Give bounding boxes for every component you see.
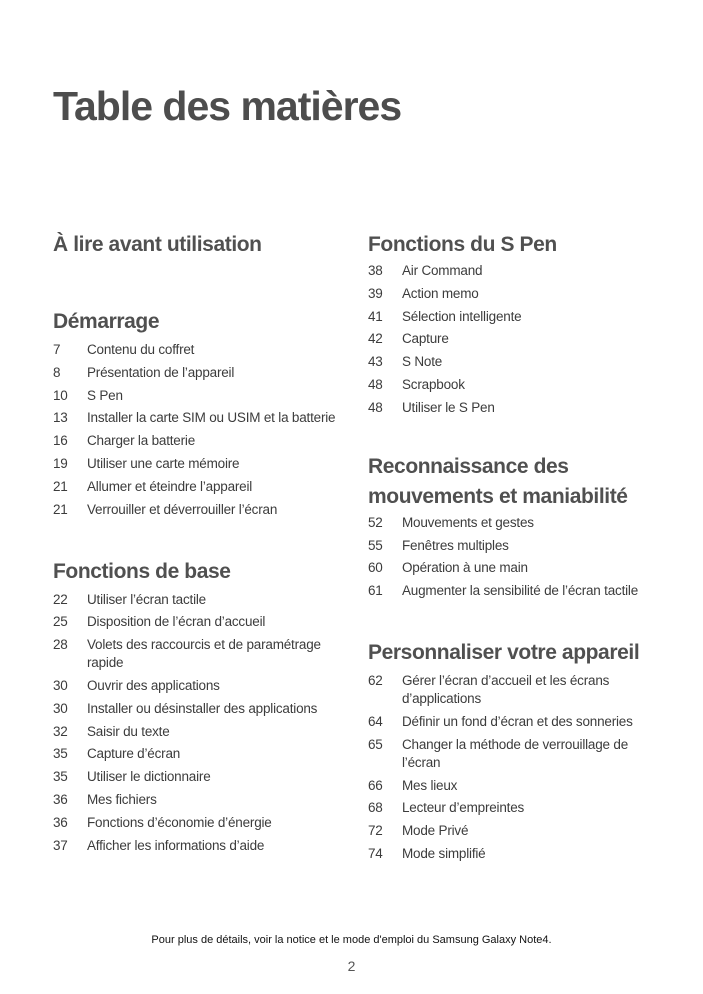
- toc-entry[interactable]: [368, 736, 668, 772]
- toc-page-number: 13: [53, 410, 68, 426]
- toc-list: [53, 341, 353, 519]
- toc-page-number: 48: [368, 399, 383, 415]
- toc-entry[interactable]: [53, 364, 353, 382]
- toc-page-number: 10: [53, 387, 68, 403]
- toc-entry-label: Gérer l’écran d’accueil et les écrans d’applications: [402, 673, 610, 707]
- toc-entry-label: Air Command: [402, 263, 483, 278]
- toc-entry-label: Utiliser le S Pen: [402, 399, 495, 415]
- toc-entry[interactable]: [53, 677, 353, 695]
- toc-entry[interactable]: [368, 713, 668, 731]
- toc-entry[interactable]: [368, 514, 668, 532]
- toc-entry-label: Contenu du coffret: [87, 342, 195, 357]
- toc-page-number: 28: [53, 637, 68, 653]
- toc-entry-label: Définir un fond d’écran et des sonneries: [402, 713, 633, 729]
- toc-page-number: 36: [53, 814, 68, 830]
- toc-page-number: 66: [368, 777, 383, 793]
- section-heading: Fonctions du S Pen: [368, 233, 557, 256]
- toc-page-number: 72: [368, 823, 383, 839]
- toc-page-number: 19: [53, 455, 68, 471]
- section-heading: À lire avant utilisation: [53, 233, 262, 256]
- toc-entry[interactable]: [368, 330, 668, 348]
- toc-page-number: 48: [368, 376, 383, 392]
- toc-entry[interactable]: [368, 777, 668, 795]
- toc-entry[interactable]: [368, 582, 668, 600]
- toc-entry[interactable]: [53, 723, 353, 741]
- toc-entry-label: Lecteur d’empreintes: [402, 800, 525, 816]
- toc-page-number: 64: [368, 713, 383, 729]
- toc-entry-label: Ouvrir des applications: [87, 677, 220, 693]
- toc-entry-label: Allumer et éteindre l’appareil: [87, 478, 253, 494]
- toc-page-number: 62: [368, 673, 383, 689]
- toc-page-number: 39: [368, 285, 383, 301]
- toc-entry-label: Mes lieux: [402, 777, 458, 793]
- toc-entry[interactable]: [53, 700, 353, 718]
- toc-entry[interactable]: [53, 745, 353, 763]
- toc-page-number: 68: [368, 800, 383, 816]
- toc-page-number: 22: [53, 591, 68, 607]
- toc-entry-label: Afficher les informations d’aide: [87, 837, 265, 853]
- toc-page-number: 35: [53, 746, 68, 762]
- toc-list: [368, 672, 668, 863]
- section-heading: Démarrage: [53, 310, 160, 333]
- toc-entry-label: Fonctions d’économie d’énergie: [87, 814, 272, 830]
- toc-entry-label: Scrapbook: [402, 376, 465, 392]
- toc-page-number: 21: [53, 478, 68, 494]
- toc-page-number: 16: [53, 433, 68, 449]
- toc-entry-label: Opération à une main: [402, 560, 528, 576]
- toc-page-number: 42: [368, 331, 383, 347]
- page-title: Table des matières: [53, 83, 402, 129]
- toc-page-number: 36: [53, 791, 68, 807]
- toc-entry-label: Utiliser le dictionnaire: [87, 769, 211, 785]
- toc-page-number: 65: [368, 736, 383, 752]
- toc-entry-label: Utiliser l’écran tactile: [87, 591, 206, 607]
- section-heading: Fonctions de base: [53, 559, 231, 583]
- toc-entry-label: Installer la carte SIM ou USIM et la batterie: [87, 410, 336, 426]
- toc-entry-label: Action memo: [402, 285, 479, 301]
- toc-page-number: 8: [53, 364, 61, 380]
- toc-entry[interactable]: [53, 387, 353, 405]
- toc-entry-label: Augmenter la sensibilité de l’écran tactile: [402, 583, 639, 599]
- toc-entry-label: Capture d’écran: [87, 746, 181, 762]
- toc-left-column: [53, 230, 353, 859]
- toc-entry-label: Capture: [402, 331, 449, 347]
- toc-page-number: 32: [53, 723, 68, 739]
- toc-entry-label: Installer ou désinstaller des applications: [87, 700, 318, 716]
- footer-note: Pour plus de détails, voir la notice et le mode d'emploi du Samsung Galaxy Note4.: [151, 934, 552, 946]
- toc-entry-label: Présentation de l’appareil: [87, 364, 235, 380]
- toc-list: [368, 514, 668, 600]
- section-heading: Personnaliser votre appareil: [368, 641, 640, 665]
- toc-page-number: 41: [368, 308, 383, 324]
- toc-entry[interactable]: [368, 845, 668, 863]
- toc-page-number: 61: [368, 583, 383, 599]
- toc-entry-label: Verrouiller et déverrouiller l’écran: [87, 501, 278, 517]
- toc-page-number: 30: [53, 677, 68, 693]
- toc-entry[interactable]: [53, 432, 353, 450]
- toc-entry[interactable]: [368, 537, 668, 555]
- toc-entry[interactable]: [53, 409, 353, 427]
- toc-entry[interactable]: [53, 478, 353, 496]
- toc-page-number: 25: [53, 614, 68, 630]
- toc-entry[interactable]: [53, 341, 353, 359]
- toc-entry[interactable]: [53, 613, 353, 631]
- toc-entry[interactable]: [53, 501, 353, 519]
- page-number: 2: [347, 958, 356, 974]
- section-heading: Reconnaissance des mouvements et maniabilité: [368, 454, 628, 508]
- toc-entry[interactable]: [368, 822, 668, 840]
- toc-entry[interactable]: [368, 262, 668, 280]
- toc-page-number: 52: [368, 514, 383, 530]
- toc-entry[interactable]: [53, 768, 353, 786]
- toc-entry[interactable]: [368, 559, 668, 577]
- toc-page-number: 35: [53, 769, 68, 785]
- toc-entry-label: Mouvements et gestes: [402, 514, 534, 530]
- toc-entry[interactable]: [53, 591, 353, 609]
- toc-page-number: 43: [368, 354, 383, 370]
- toc-page-number: 7: [53, 342, 61, 357]
- toc-page-number: 74: [368, 845, 383, 861]
- toc-list: [53, 591, 353, 855]
- toc-entry[interactable]: [368, 308, 668, 326]
- toc-entry-label: S Pen: [87, 387, 123, 403]
- toc-entry-label: Saisir du texte: [87, 723, 170, 739]
- toc-entry[interactable]: [53, 814, 353, 832]
- toc-entry-label: Disposition de l’écran d’accueil: [87, 614, 266, 630]
- toc-entry-label: Fenêtres multiples: [402, 537, 509, 553]
- toc-page-number: 38: [368, 263, 383, 278]
- toc-page-number: 21: [53, 501, 68, 517]
- toc-entry[interactable]: [53, 791, 353, 809]
- toc-entry[interactable]: [368, 285, 668, 303]
- toc-page-number: 37: [53, 837, 68, 853]
- toc-entry[interactable]: [368, 799, 668, 817]
- toc-entry-label: Mode simplifié: [402, 845, 486, 861]
- toc-list: [368, 262, 668, 417]
- toc-entry[interactable]: [53, 636, 353, 672]
- toc-page-number: 30: [53, 700, 68, 716]
- toc-entry-label: Volets des raccourcis et de paramétrage rapide: [87, 637, 321, 671]
- toc-page-number: 60: [368, 560, 383, 576]
- toc-entry[interactable]: [368, 376, 668, 394]
- toc-entry-label: Sélection intelligente: [402, 308, 522, 324]
- toc-entry-label: Charger la batterie: [87, 433, 196, 449]
- toc-page-number: 55: [368, 537, 383, 553]
- toc-entry-label: Utiliser une carte mémoire: [87, 455, 240, 471]
- toc-entry[interactable]: [368, 353, 668, 371]
- toc-entry[interactable]: [368, 672, 668, 708]
- toc-entry-label: Mes fichiers: [87, 791, 157, 807]
- toc-entry[interactable]: [53, 837, 353, 855]
- toc-right-column: [368, 230, 668, 868]
- toc-entry[interactable]: [53, 455, 353, 473]
- toc-entry[interactable]: [368, 399, 668, 417]
- toc-entry-label: Changer la méthode de verrouillage de l’écran: [402, 736, 629, 770]
- toc-entry-label: S Note: [402, 354, 443, 370]
- toc-entry-label: Mode Privé: [402, 823, 469, 839]
